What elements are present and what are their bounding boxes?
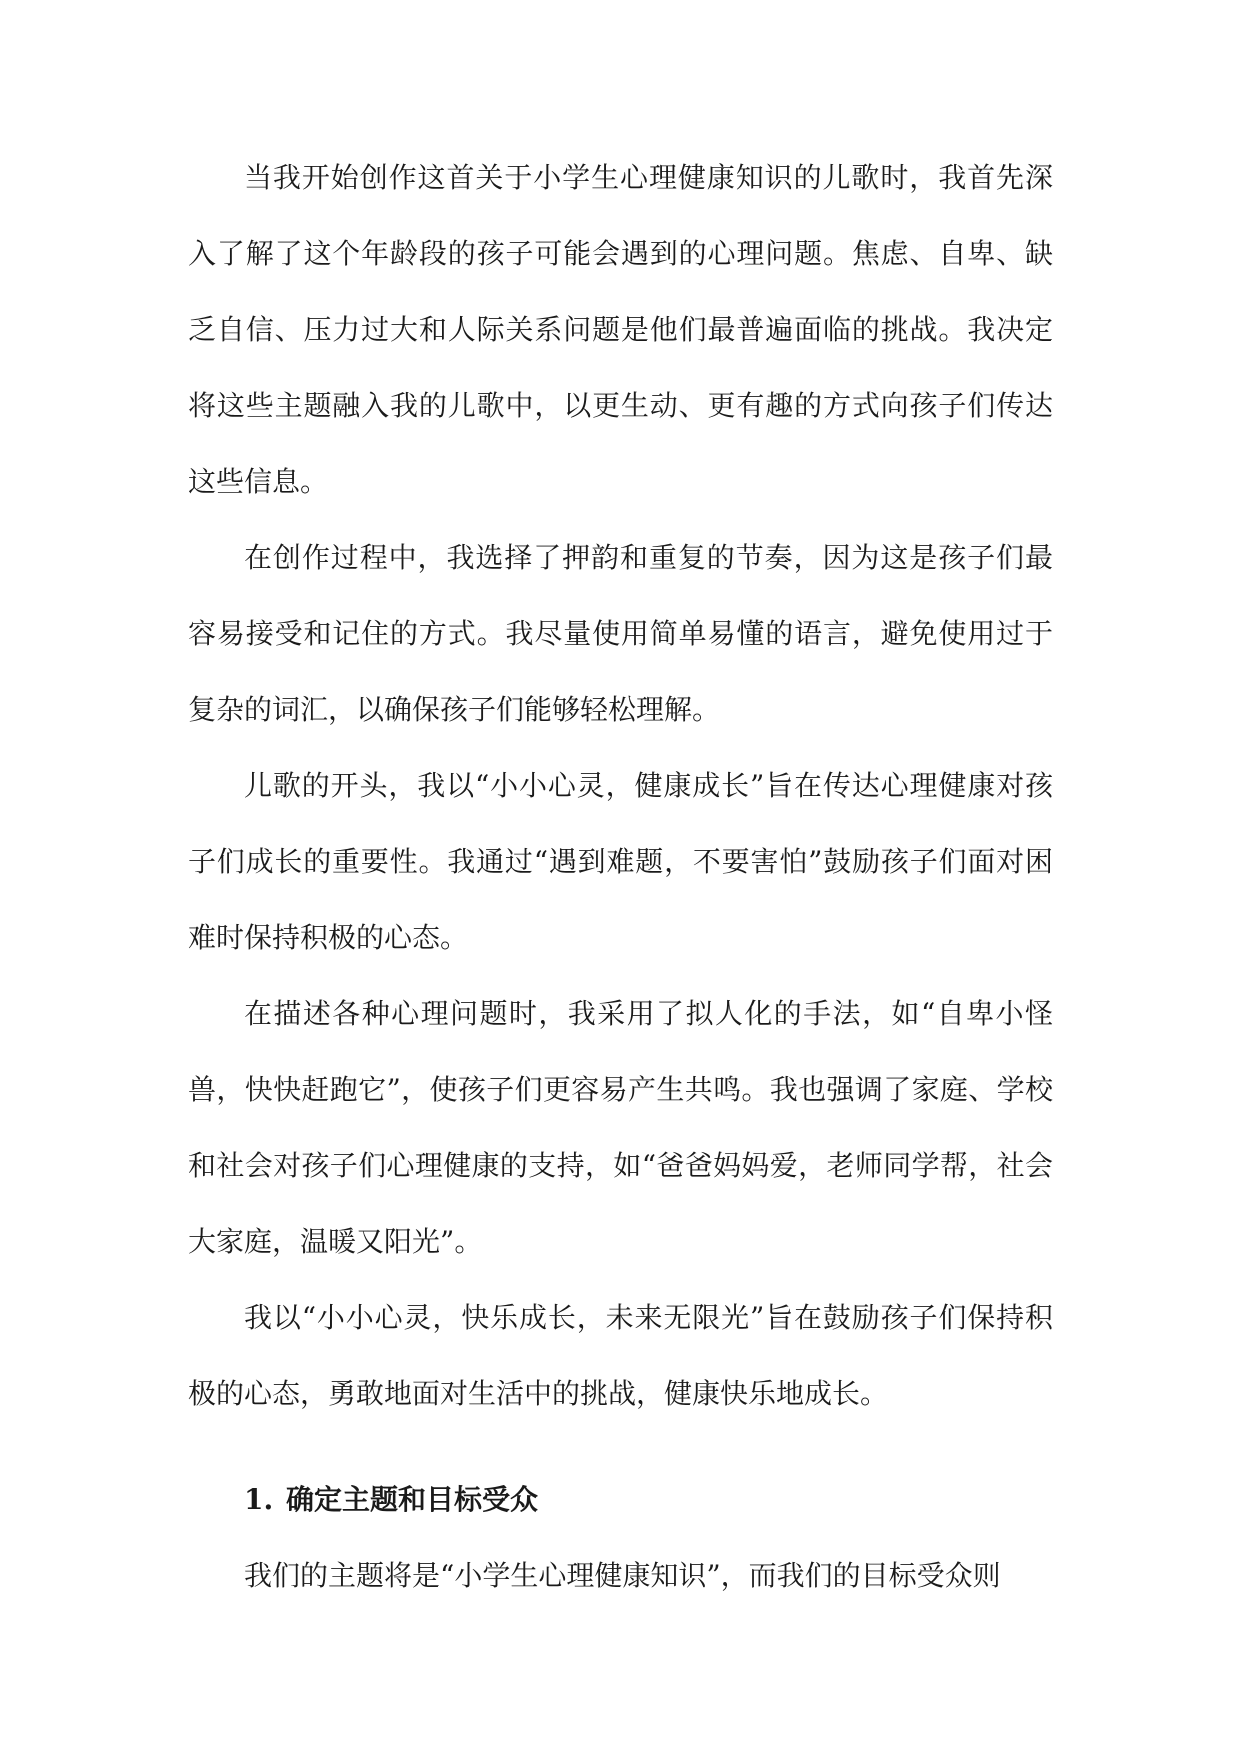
paragraph: 在描述各种心理问题时，我采用了拟人化的手法，如“自卑小怪兽，快快赶跑它”，使孩子们更容易产生共鸣。我也强调了家庭、学校和社会对孩子们心理健康的支持，如“爸爸妈妈爱，老师同学帮，社会大家庭，温暖又阳光”。	[188, 997, 1053, 1258]
paragraph: 儿歌的开头，我以“小小心灵，健康成长”旨在传达心理健康对孩子们成长的重要性。我通过“遇到难题，不要害怕”鼓励孩子们面对困难时保持积极的心态。	[188, 769, 1053, 954]
paragraph: 我们的主题将是“小学生心理健康知识”，而我们的目标受众则	[244, 1559, 1001, 1592]
paragraph: 当我开始创作这首关于小学生心理健康知识的儿歌时，我首先深入了解了这个年龄段的孩子可能会遇到的心理问题。焦虑、自卑、缺乏自信、压力过大和人际关系问题是他们最普遍面临的挑战。我决定将这些主题融入我的儿歌中，以更生动、更有趣的方式向孩子们传达这些信息。	[188, 161, 1053, 498]
section-heading	[188, 1462, 1053, 1538]
paragraph: 在创作过程中，我选择了押韵和重复的节奏，因为这是孩子们最容易接受和记住的方式。我尽量使用简单易懂的语言，避免使用过于复杂的词汇，以确保孩子们能够轻松理解。	[188, 541, 1053, 726]
paragraph: 我以“小小心灵，快乐成长，未来无限光”旨在鼓励孩子们保持积极的心态，勇敢地面对生活中的挑战，健康快乐地成长。	[188, 1301, 1053, 1410]
document-body	[188, 140, 1053, 1614]
section-title: 确定主题和目标受众	[286, 1483, 539, 1516]
section-number: 1.	[244, 1483, 274, 1516]
